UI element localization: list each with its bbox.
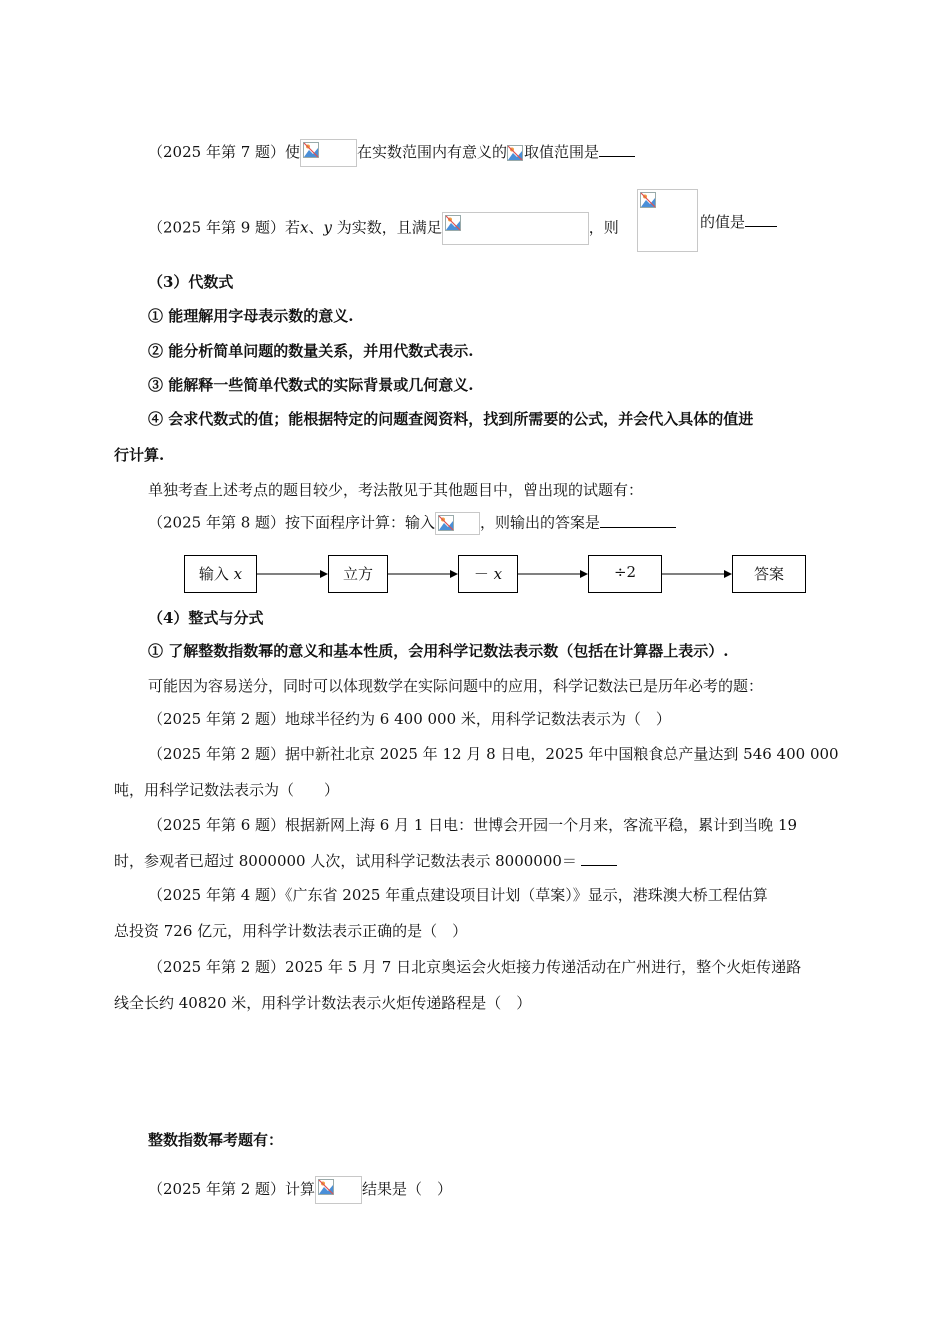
flow-step-cube: 立方 — [328, 555, 388, 593]
section3-heading: （3）代数式 — [148, 273, 234, 291]
section4-intro: 可能因为容易送分，同时可以体现数学在实际问题中的应用，科学记数法已是历年必考的题： — [148, 677, 764, 695]
question-suffix: 的值是 — [700, 213, 746, 231]
section3-item4-line1: ④ 会求代数式的值；能根据特定的问题查阅资料，找到所需要的公式，并会代入具体的值进 — [148, 410, 754, 428]
variable-x: x — [300, 218, 309, 237]
flow-step-minus-x: － x — [458, 555, 518, 593]
question-middle: ，则 — [588, 218, 619, 237]
question-q1: （2025 年第 2 题）地球半径约为 6 400 000 米，用科学记数法表示为（ ） — [148, 710, 671, 728]
question-prefix: （2025 年第 7 题）使 — [148, 143, 301, 161]
question-after-vars: 为实数，且满足 — [332, 218, 442, 237]
flow-step-input: 输入 x — [184, 555, 257, 593]
question-q5-line1: （2025 年第 2 题）2025 年 5 月 7 日北京奥运会火炬接力传递活动在广州进行，整个火炬传递路 — [148, 958, 802, 976]
question-suffix: 结果是（ ） — [362, 1180, 453, 1198]
formula-image-placeholder — [315, 1176, 362, 1204]
question-q5-line2: 线全长约 40820 米，用科学计数法表示火炬传递路程是（ ） — [114, 994, 532, 1012]
question-suffix: 取值范围是 — [524, 143, 600, 161]
question-q2-line1: （2025 年第 2 题）据中新社北京 2025 年 12 月 8 日电，2025 年中国粮食总产量达到 546 400 000 — [148, 745, 839, 763]
section3-item1: ① 能理解用字母表示数的意义. — [148, 307, 354, 325]
question-q4-line2: 总投资 726 亿元，用科学计数法表示正确的是（ ） — [114, 922, 468, 940]
question-q4-line1: （2025 年第 4 题）《广东省 2025 年重点建设项目计划（草案）》显示，港珠澳大桥工程估算 — [148, 886, 768, 904]
question-middle: 在实数范围内有意义的 — [357, 143, 508, 161]
flow-step-divide: ÷2 — [588, 555, 662, 593]
question-q3-line2: 时，参观者已超过 8000000 人次，试用科学记数法表示 8000000＝ — [114, 851, 617, 871]
answer-blank — [581, 853, 617, 866]
question-suffix: ，则输出的答案是 — [480, 513, 601, 532]
section4-item1: ① 了解整数指数幂的意义和基本性质，会用科学记数法表示数（包括在计算器上表示）. — [148, 642, 729, 660]
question-prefix: （2025 年第 9 题）若 — [148, 218, 301, 237]
question-exponent — [148, 1176, 452, 1204]
section3-item4-line2: 行计算. — [114, 446, 165, 464]
section3-item3: ③ 能解释一些简单代数式的实际背景或几何意义. — [148, 376, 474, 394]
variable-y: y — [323, 218, 332, 237]
section4-heading: （4）整式与分式 — [148, 609, 264, 627]
section3-intro: 单独考查上述考点的题目较少，考法散见于其他题目中，曾出现的试题有： — [148, 481, 644, 499]
flow-arrows — [0, 0, 950, 620]
question-q3-line1: （2025 年第 6 题）根据新网上海 6 月 1 日电：世博会开园一个月来，客流平稳，累计到当晚 19 — [148, 816, 798, 834]
question-q2-line2: 吨，用科学记数法表示为（ ） — [114, 781, 340, 799]
question-prefix: （2025 年第 8 题）按下面程序计算：输入 — [148, 513, 436, 532]
question-prefix: （2025 年第 2 题）计算 — [148, 1180, 316, 1198]
exponent-heading: 整数指数幂考题有： — [148, 1131, 284, 1149]
separator: 、 — [308, 218, 324, 237]
broken-image-icon — [318, 1179, 334, 1195]
flow-step-answer: 答案 — [732, 555, 806, 593]
section3-item2: ② 能分析简单问题的数量关系，并用代数式表示. — [148, 342, 474, 360]
